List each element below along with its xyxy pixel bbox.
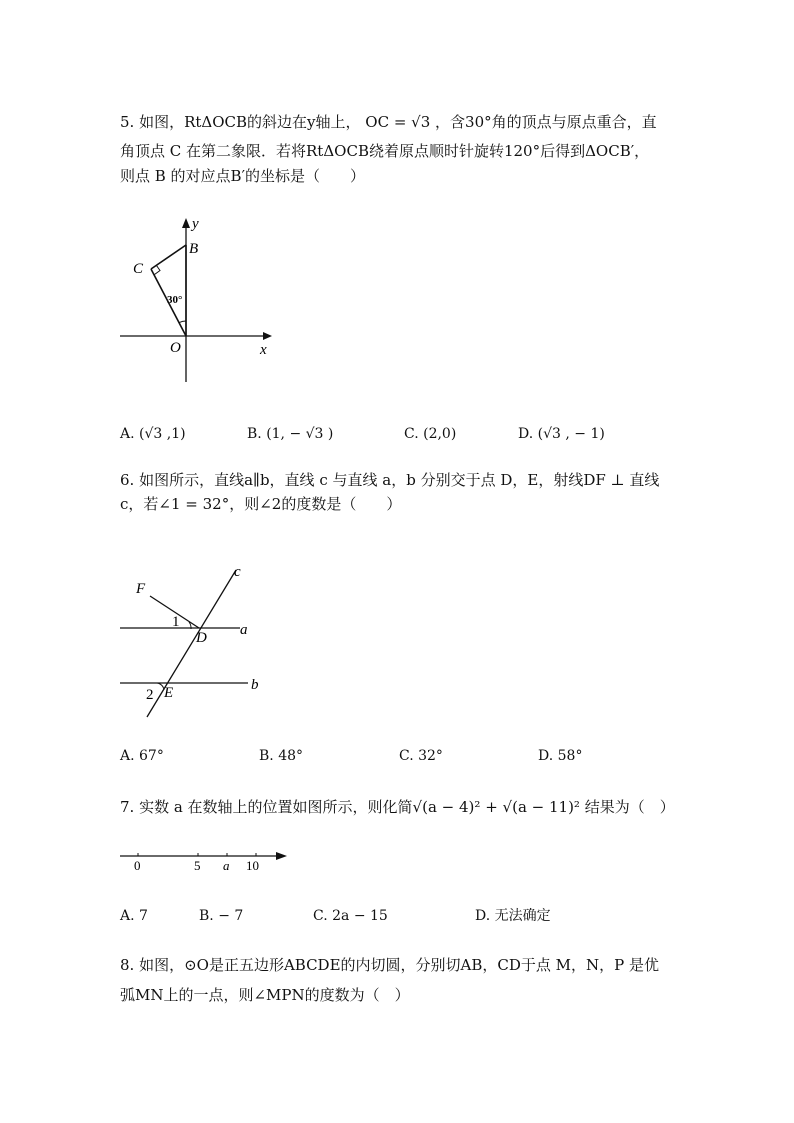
label-f: F [136, 581, 146, 597]
question-7-option-c: C. 2a − 15 [313, 908, 388, 924]
question-6-option-c: C. 32° [399, 748, 443, 764]
label-d: D [196, 630, 207, 646]
tick-label-10: 10 [246, 858, 259, 873]
label-o: O [170, 340, 181, 356]
label-2: 2 [146, 687, 154, 703]
label-y: y [192, 216, 199, 232]
line-c [147, 570, 236, 717]
question-6-option-b: B. 48° [259, 748, 304, 764]
question-7-option-a: A. 7 [120, 908, 148, 924]
number-line-arrow [276, 852, 287, 860]
label-angle: 30° [167, 294, 183, 306]
question-6-option-d: D. 58° [538, 748, 583, 764]
question-6-line-2: c，若∠1 = 32°，则∠2的度数是（ ） [120, 495, 402, 513]
question-8-line-1: 8. 如图，⊙O是正五边形ABCDE的内切圆，分别切AB，CD于点 M，N，P 是优 [120, 956, 660, 974]
question-7-option-d: D. 无法确定 [475, 908, 551, 924]
y-axis-arrow [182, 218, 190, 228]
label-c: c [234, 564, 241, 580]
question-5-line-3: 则点 B 的对应点B′的坐标是（ ） [120, 167, 365, 185]
label-b: b [251, 677, 259, 693]
tick-label-a: a [223, 858, 230, 873]
tick-label-5: 5 [194, 858, 201, 873]
label-c: C [133, 261, 144, 277]
x-axis-arrow [263, 332, 272, 340]
angle-arc [179, 321, 186, 323]
question-5-line-2: 角顶点 C 在第二象限．若将RtΔOCB绕着原点顺时针旋转120°后得到ΔOCB′， [120, 142, 650, 160]
question-6-option-a: A. 67° [120, 748, 164, 764]
tick-label-0: 0 [134, 858, 141, 873]
label-x: x [260, 342, 267, 358]
question-5-line-1: 5. 如图，RtΔOCB的斜边在y轴上， OC = √3 ，含30°角的顶点与原点重合，直 [120, 113, 657, 131]
question-7-number-line [115, 843, 295, 873]
question-5-option-a: A. (√3 ,1) [120, 426, 186, 442]
question-5-figure [115, 210, 285, 390]
question-6-line-1: 6. 如图所示，直线a∥b，直线 c 与直线 a，b 分别交于点 D，E，射线DF ⊥ 直线 [120, 471, 660, 489]
angle-2-arc [157, 683, 164, 690]
question-8-line-2: 弧MN上的一点，则∠MPN的度数为（ ） [120, 986, 410, 1004]
segment-cb [151, 245, 186, 269]
question-6-figure [115, 560, 275, 720]
question-5-option-b: B. (1, − √3 ) [247, 426, 334, 442]
label-1: 1 [172, 614, 180, 630]
label-e: E [164, 685, 174, 701]
question-5-option-d: D. (√3 , − 1) [518, 426, 605, 442]
question-7-line-1: 7. 实数 a 在数轴上的位置如图所示，则化简√(a − 4)² + √(a − 11)² 结果为（ ） [120, 798, 675, 816]
question-5-option-c: C. (2,0) [404, 426, 457, 442]
label-a: a [240, 622, 248, 638]
question-7-option-b: B. − 7 [199, 908, 244, 924]
label-b: B [189, 241, 199, 257]
